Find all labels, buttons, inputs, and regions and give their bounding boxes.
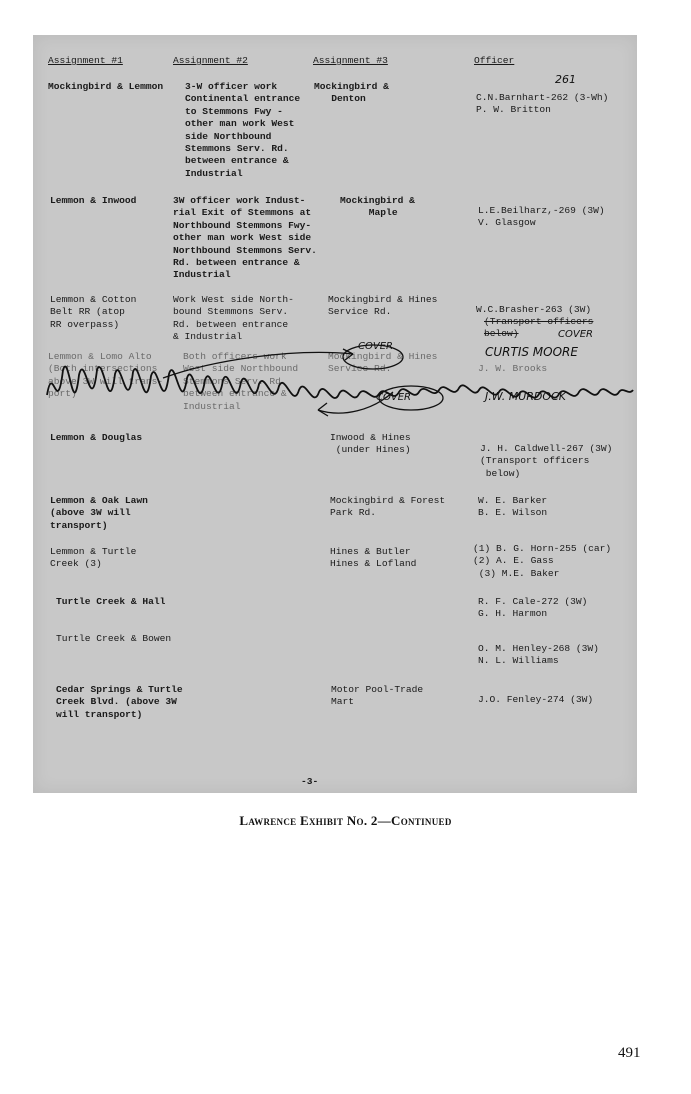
row8-officer: R. F. Cale-272 (3W) G. H. Harmon — [478, 596, 588, 620]
row1-assignment-2: 3-W officer work Continental entrance to Stemmons Fwy - other man work West side Northbound Stemmons Serv. Rd. between entrance & Industrial — [185, 81, 301, 179]
row8-assignment-1: Turtle Creek & Hall — [56, 596, 166, 607]
header-officer: Officer — [474, 55, 515, 66]
row9-assignment-1: Turtle Creek & Bowen — [56, 633, 172, 644]
row2-assignment-2: 3W officer work Indust- rial Exit of Stemmons at Northbound Stemmons Fwy- other man work West side Northbound Stemmons Serv. Rd. between entrance & Industrial — [173, 195, 317, 281]
row4-handwritten-name-1: CURTIS MOORE — [485, 345, 578, 359]
row2-assignment-1: Lemmon & Inwood — [50, 195, 137, 206]
row7-assignment-1: Lemmon & Turtle Creek (3) — [50, 546, 137, 570]
row1-assignment-1: Mockingbird & Lemmon — [48, 81, 164, 92]
row4-handwritten-name-2: J.W. MURDOCK — [485, 390, 566, 403]
row5-officer: J. H. Caldwell-267 (3W) (Transport officers below) — [480, 443, 613, 479]
row7-assignment-3: Hines & Butler Hines & Lofland — [330, 546, 417, 570]
row4-assignment-2: Both officers work West side Northbound Stemmons Serv. Rd. between entrance & Industrial — [183, 351, 299, 412]
row1-handwritten-note: 261 — [555, 73, 576, 86]
header-assignment-3: Assignment #3 — [313, 55, 388, 66]
header-assignment-1: Assignment #1 — [48, 55, 123, 66]
row3-officer: W.C.Brasher-263 (3W) — [476, 304, 592, 315]
header-assignment-2: Assignment #2 — [173, 55, 248, 66]
row6-assignment-3: Mockingbird & Forest Park Rd. — [330, 495, 446, 519]
row1-officer: C.N.Barnhart-262 (3-Wh) P. W. Britton — [476, 92, 609, 116]
row3-assignment-2: Work West side North- bound Stemmons Serv. Rd. between entrance & Industrial — [173, 294, 294, 343]
row9-officer: O. M. Henley-268 (3W) N. L. Williams — [478, 643, 599, 667]
row7-officer: (1) B. G. Horn-255 (car) (2) A. E. Gass (3) M.E. Baker — [473, 543, 612, 579]
row4-officer: J. W. Brooks — [478, 363, 548, 374]
row10-assignment-1: Cedar Springs & Turtle Creek Blvd. (above 3W will transport) — [56, 684, 183, 720]
row2-officer: L.E.Beilharz,-269 (3W) V. Glasgow — [478, 205, 605, 229]
row3-assignment-3: Mockingbird & Hines Service Rd. — [328, 294, 438, 318]
row6-assignment-1: Lemmon & Oak Lawn (above 3W will transport) — [50, 495, 148, 531]
row5-assignment-1: Lemmon & Douglas — [50, 432, 143, 443]
row4-handwritten-cover-mid: COVER — [376, 392, 411, 403]
exhibit-caption: Lawrence Exhibit No. 2—Continued — [239, 813, 452, 828]
row10-officer: J.O. Fenley-274 (3W) — [478, 694, 594, 705]
page-number: 491 — [618, 1045, 641, 1061]
row1-assignment-3: Mockingbird & Denton — [314, 81, 389, 105]
row3-assignment-1: Lemmon & Cotton Belt RR (atop RR overpass) — [50, 294, 137, 330]
document-sheet — [33, 35, 637, 793]
row10-assignment-3: Motor Pool-Trade Mart — [331, 684, 424, 708]
row6-officer: W. E. Barker B. E. Wilson — [478, 495, 548, 519]
row4-assignment-1: Lemmon & Lomo Alto (Both intersections above 3W will trans- port) — [48, 351, 164, 400]
page-marker: -3- — [301, 776, 319, 787]
row5-assignment-3: Inwood & Hines (under Hines) — [330, 432, 411, 456]
row4-handwritten-cover-top: COVER — [358, 341, 393, 352]
row4-assignment-3: Mockingbird & Hines Service Rd. — [328, 351, 438, 375]
row3-handwritten-cover: COVER — [558, 329, 593, 340]
row3-officer-struck-note: (Transport officers below) — [484, 316, 594, 340]
row2-assignment-3: Mockingbird & Maple — [340, 195, 415, 219]
